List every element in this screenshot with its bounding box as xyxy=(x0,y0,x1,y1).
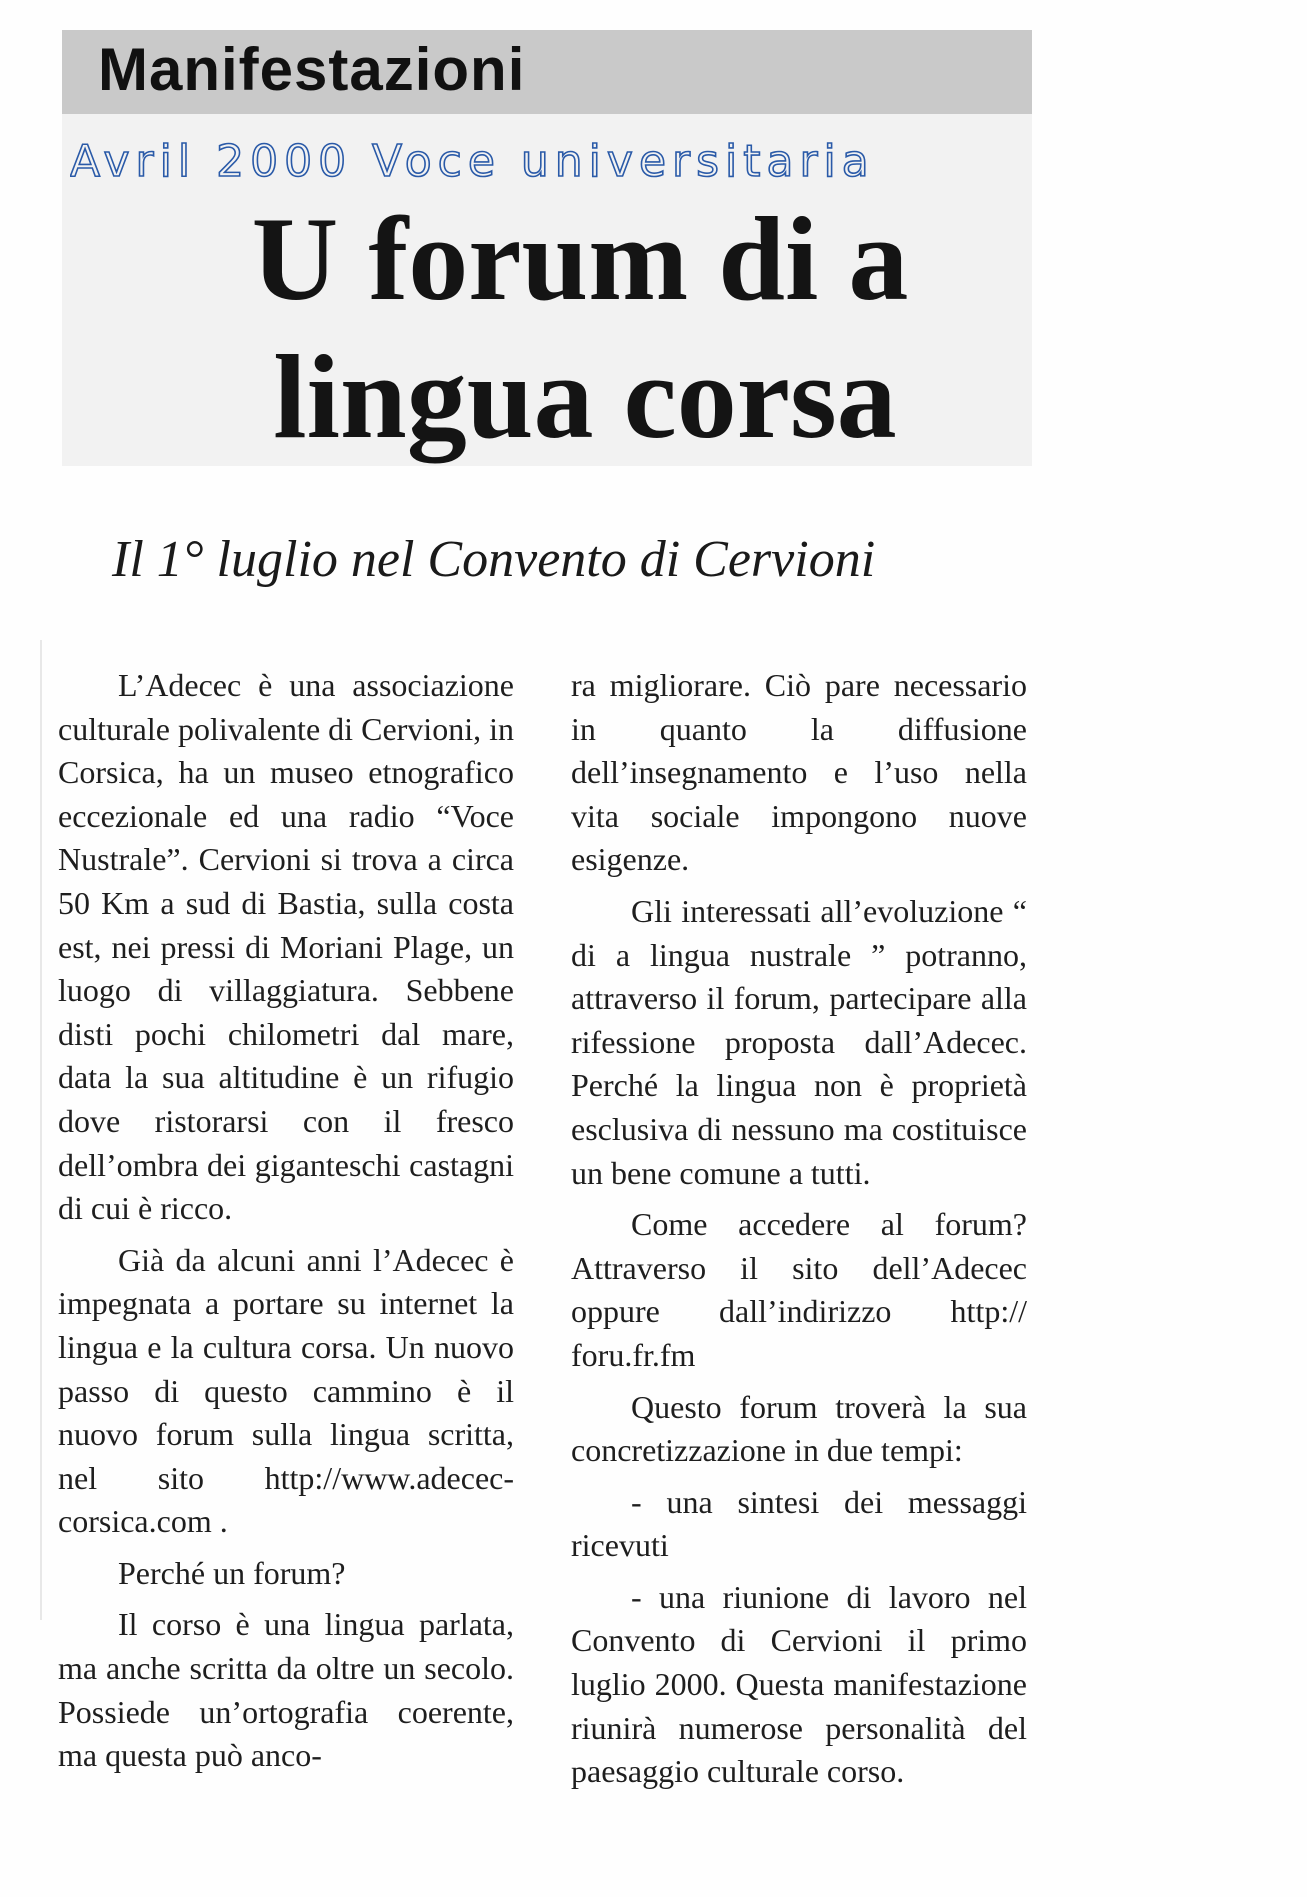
article-column-left xyxy=(58,664,514,1778)
paragraph: ra migliorare. Ciò pare necessario in quanto la diffusione dell’insegnamento e l’uso nella vita sociale impongono nuove esigenze. xyxy=(571,667,1027,878)
headline-line-2: lingua corsa xyxy=(273,330,897,463)
paragraph: Il corso è una lingua parlata, ma anche scritta da oltre un secolo. Possiede un’ortografia coerente, ma questa può anco- xyxy=(58,1606,514,1774)
margin-rule xyxy=(40,640,42,1620)
handwritten-note-text: Avril 2000 Voce universitaria xyxy=(70,136,875,187)
article-column-right xyxy=(571,664,1027,1794)
paragraph: Questo forum troverà la sua concretizzazione in due tempi: xyxy=(571,1388,1027,1469)
paragraph: L’Adecec è una associazione culturale polivalente di Cervioni, in Corsica, ha un museo etnografico eccezionale ed una radio “Voce Nustrale”. Cervioni si trova a circa 50 Km a sud di Bastia, sulla costa est, nei pressi di Moriani Plage, un luogo di villaggiatura. Sebbene disti pochi chilometri dal mare, data la sua altitudine è un rifugio dove ristorarsi con il fresco dell’ombra dei giganteschi castagni di cui è ricco. xyxy=(58,667,514,1227)
paragraph: Già da alcuni anni l’Adecec è impegnata a portare su internet la lingua e la cultura corsa. Un nuovo passo di questo cammino è il nuovo forum sulla lingua scritta, nel sito http://www.adecec-corsica.com . xyxy=(58,1241,514,1540)
section-label: Manifestazioni xyxy=(98,36,526,103)
headline xyxy=(0,190,1100,466)
paragraph: Come accedere al forum? Attraverso il sito dell’Adecec oppure dall’indirizzo http:// foru.fr.fm xyxy=(571,1206,1027,1373)
list-item: - una sintesi dei messaggi ricevuti xyxy=(571,1483,1027,1564)
list-item: - una riunione di lavoro nel Convento di Cervioni il primo luglio 2000. Questa manifestazione riunirà numerose personalità del paesaggio culturale corso. xyxy=(571,1578,1027,1790)
subtitle: Il 1° luglio nel Convento di Cervioni xyxy=(112,531,876,588)
paragraph: Perché un forum? xyxy=(118,1554,346,1591)
headline-line-1: U forum di a xyxy=(251,192,909,325)
paragraph: Gli interessati all’evoluzione “ di a lingua nustrale ” potranno, attraverso il forum, partecipare alla rifessione proposta dall’Adecec. Perché la lingua non è proprietà esclusiva di nessuno ma costituisce un bene comune a tutti. xyxy=(571,892,1027,1191)
